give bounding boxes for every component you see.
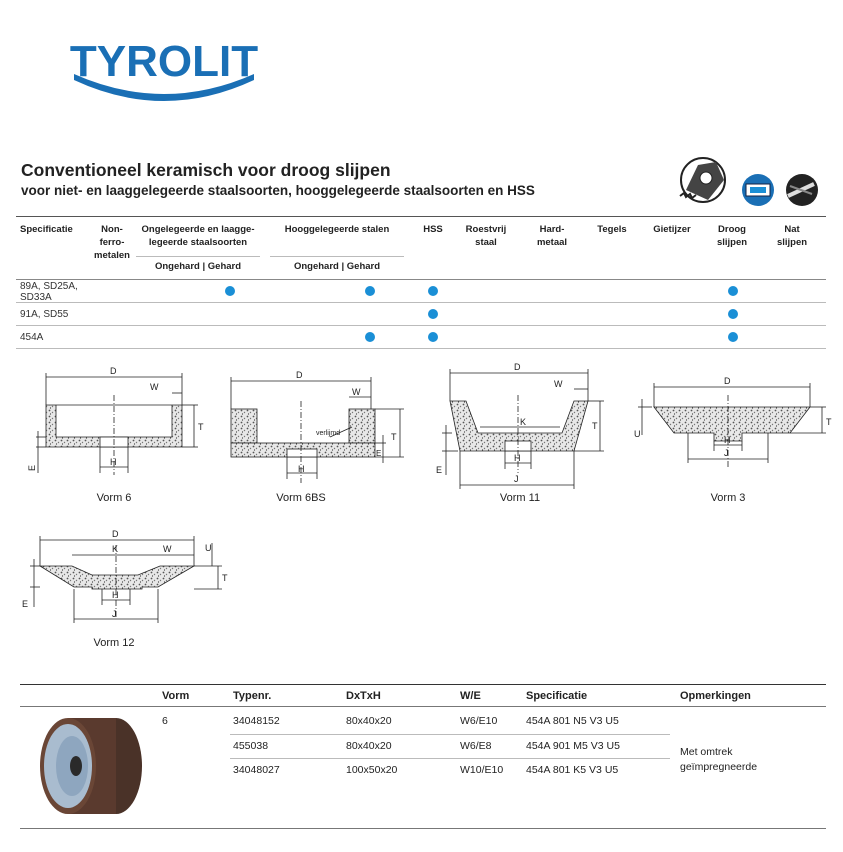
dim-k-11: K: [520, 417, 527, 427]
dim-k-12: K: [112, 544, 119, 554]
row-spec-3: 454A: [20, 332, 44, 343]
vorm-11-drawing: [436, 362, 604, 489]
dim-t-3: T: [826, 417, 832, 427]
dim-e-6bs: E: [376, 449, 382, 458]
logo-text: TYROLIT: [70, 37, 258, 86]
dim-j-11: J: [514, 474, 519, 484]
remark-impregnated: Met omtrek geïmpregneerde: [680, 746, 758, 773]
dim-e-12: E: [22, 599, 29, 609]
page-title: Conventioneel keramisch voor droog slijpen: [21, 160, 391, 180]
caption-vorm-12: Vorm 12: [93, 637, 135, 649]
row3-dxtxh: 100x50x20: [346, 764, 398, 776]
ptable-header-dxtxh: DxTxH: [346, 690, 381, 702]
dim-d: D: [110, 366, 117, 376]
vorm-12-drawing: [22, 529, 228, 623]
row1-dxtxh: 80x40x20: [346, 715, 392, 727]
dim-w-12: W: [163, 544, 172, 554]
col-hss: HSS: [423, 224, 443, 235]
col-ongelegeerd: Ongelegeerde en laagge- legeerde staalsoorten: [141, 224, 255, 248]
row1-typenr: 34048152: [233, 715, 280, 727]
col-hardmetaal: Hard- metaal: [536, 224, 568, 248]
spec-table-top-rule: [16, 216, 826, 217]
dim-d-3: D: [724, 376, 731, 386]
tyrolit-logo: [70, 30, 258, 102]
col-roestvrij: Roestvrij staal: [465, 224, 507, 248]
wet-grinding-icon: [786, 174, 818, 206]
dim-t-12: T: [222, 573, 228, 583]
dim-u-12: U: [205, 543, 212, 553]
dim-j-12: J: [112, 609, 117, 619]
ptable-vorm-value: 6: [162, 715, 168, 727]
caption-vorm-6bs: Vorm 6BS: [276, 492, 326, 504]
mark-r3-droog: [728, 332, 738, 342]
dim-h-6bs: H: [298, 464, 305, 474]
mark-r1-droog: [728, 286, 738, 296]
row3-spec: 454A 801 K5 V3 U5: [526, 764, 619, 776]
dry-grinding-icon: [742, 174, 774, 206]
application-icons: [678, 150, 828, 212]
dim-e: E: [27, 464, 37, 471]
row-spec-2: 91A, SD55: [20, 309, 69, 320]
mark-r2-hss: [428, 309, 438, 319]
ptable-header-vorm: Vorm: [162, 690, 190, 702]
row3-we: W10/E10: [460, 764, 504, 776]
caption-vorm-3: Vorm 3: [710, 492, 746, 504]
mark-r1-hss: [428, 286, 438, 296]
label-verlijmd: verlijmd: [316, 430, 341, 437]
dim-h: H: [110, 457, 117, 467]
dim-d-6bs: D: [296, 370, 303, 380]
row-spec-1: 89A, SD25A, SD33A: [20, 281, 78, 303]
vorm-6bs-drawing: [231, 370, 404, 483]
row2-spec: 454A 901 M5 V3 U5: [526, 740, 620, 752]
page-subtitle: voor niet- en laaggelegeerde staalsoorten, hooggelegeerde staalsoorten en HSS: [21, 183, 535, 198]
row3-typenr: 34048027: [233, 764, 280, 776]
mark-r2-droog: [728, 309, 738, 319]
ptable-header-typenr: Typenr.: [233, 690, 272, 702]
mark-r3-hooggelegeerd: [365, 332, 375, 342]
row1-we: W6/E10: [460, 715, 498, 727]
row2-dxtxh: 80x40x20: [346, 740, 392, 752]
vorm-6-drawing: [27, 366, 204, 475]
grinding-wheel-icon: [680, 158, 725, 202]
row1-spec: 454A 801 N5 V3 U5: [526, 715, 619, 727]
mark-r1-ongelegeerd: [225, 286, 235, 296]
vorm-3-drawing: [634, 376, 832, 467]
col-nonferro: Non- ferro- metalen: [94, 224, 130, 261]
dim-w-11: W: [554, 379, 563, 389]
ptable-header-we: W/E: [460, 690, 481, 702]
caption-vorm-6: Vorm 6: [96, 492, 132, 504]
mark-r3-hss: [428, 332, 438, 342]
col-droog: Droog slijpen: [716, 224, 748, 248]
dim-d-12: D: [112, 529, 119, 539]
dim-h-12: H: [112, 590, 119, 600]
mark-r1-hooggelegeerd: [365, 286, 375, 296]
dim-h-11: H: [514, 453, 521, 463]
col-tegels: Tegels: [597, 224, 627, 235]
col-specificatie: Specificatie: [20, 224, 73, 235]
col-hooggelegeerd-sub: Ongehard | Gehard: [293, 261, 381, 272]
dim-e-11: E: [436, 465, 443, 475]
row2-typenr: 455038: [233, 740, 269, 752]
dim-u-3: U: [634, 429, 641, 439]
dim-j-3: J: [724, 448, 729, 458]
product-image-wheel: [28, 712, 148, 820]
dim-w-6bs: W: [352, 387, 361, 397]
caption-vorm-11: Vorm 11: [499, 492, 541, 504]
dim-t-11: T: [592, 421, 598, 431]
row2-we: W6/E8: [460, 740, 492, 752]
shape-diagrams: [0, 355, 843, 655]
col-ongelegeerd-sub: Ongehard | Gehard: [154, 261, 242, 272]
col-gietijzer: Gietijzer: [653, 224, 691, 235]
dim-w: W: [150, 382, 159, 392]
ptable-header-opm: Opmerkingen: [680, 690, 751, 702]
col-nat: Nat slijpen: [776, 224, 808, 248]
dim-t-6bs: T: [391, 432, 397, 442]
dim-d-11: D: [514, 362, 521, 372]
ptable-header-spec: Specificatie: [526, 690, 588, 702]
dim-t: T: [198, 422, 204, 432]
dim-h-3: H: [724, 435, 731, 445]
col-hooggelegeerd: Hooggelegeerde stalen: [284, 224, 390, 235]
